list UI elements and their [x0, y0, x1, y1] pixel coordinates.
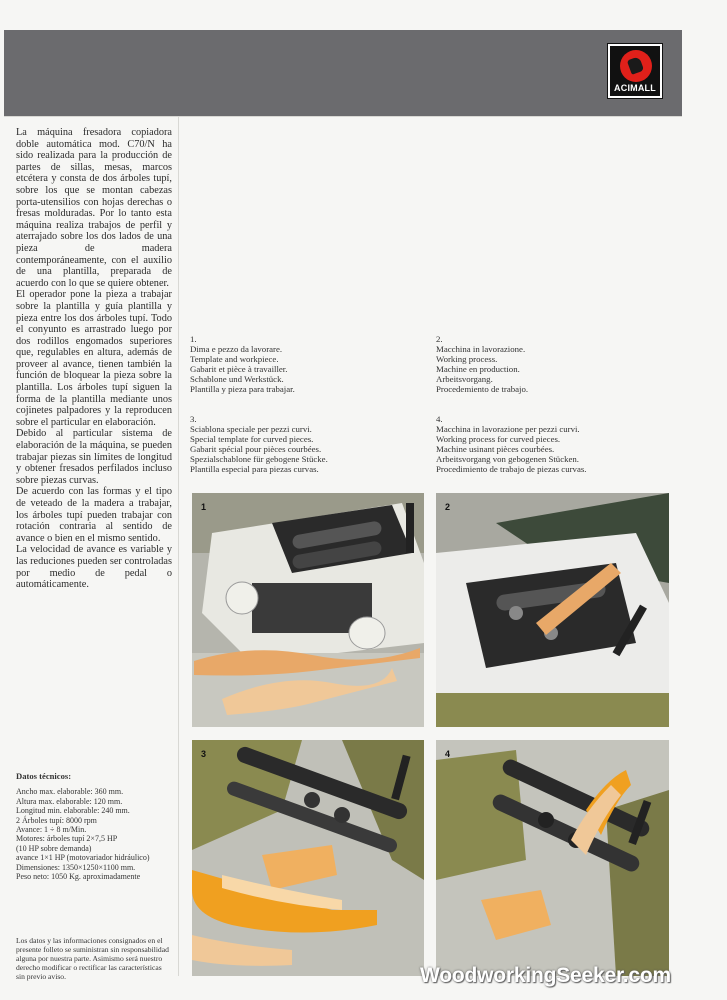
technical-data-line: Altura max. elaborable: 120 mm.	[16, 796, 123, 806]
technical-data-line: Ancho max. elaborable: 360 mm.	[16, 787, 124, 797]
acimall-logo	[608, 44, 662, 98]
technical-data-line: Dimensiones: 1350×1250×1100 mm.	[16, 862, 136, 872]
caption-line: Machine en production.	[436, 364, 520, 374]
technical-data-title: Datos técnicos:	[16, 771, 72, 781]
caption-line: Procedimiento de trabajo de piezas curvas.	[436, 464, 587, 474]
caption-line: Plantilla y pieza para trabajar.	[190, 384, 295, 394]
photo-number: 2	[445, 502, 451, 512]
caption-line: Spezialschablone für gebogene Stücke.	[190, 454, 328, 464]
caption-line: 4.	[436, 414, 443, 424]
caption-line: Procedemiento de trabajo.	[436, 384, 529, 394]
caption-line: Gabarit et pièce à travailler.	[190, 364, 288, 374]
caption-2	[436, 334, 528, 394]
caption-line: 3.	[190, 414, 197, 424]
photo-3-image	[192, 740, 424, 976]
technical-data-line: Motores: árboles tupí 2×7,5 HP	[16, 834, 118, 844]
technical-data-line: avance 1×1 HP (motovariador hidráulico)	[16, 853, 150, 863]
photo-2-image	[436, 493, 669, 727]
caption-1	[190, 334, 295, 394]
photo-1-image	[192, 493, 424, 727]
photo-number: 4	[445, 749, 451, 759]
caption-line: Template and workpiece.	[190, 354, 279, 364]
photo-4-image	[436, 740, 669, 976]
caption-line: Working process.	[436, 354, 498, 364]
caption-line: Arbeitsvorgang.	[436, 374, 493, 384]
technical-data-line: Avance: 1 ÷ 8 m/Min.	[16, 825, 87, 835]
caption-line: Special template for curved pieces.	[190, 434, 314, 444]
description-paragraph: De acuerdo con las formas y el tipo de veteado de la madera a trabajar, los árboles tupí pueden trabajar con rotación contraria al sentido de avance o bien en el mismo sentido.	[16, 486, 172, 544]
technical-data-line: 2 Árboles tupí: 8000 rpm	[16, 815, 97, 825]
photo-template-and-workpiece	[192, 493, 424, 727]
caption-line: Working process for curved pieces.	[436, 434, 561, 444]
photo-number: 3	[201, 749, 207, 759]
technical-data	[16, 772, 176, 881]
description-paragraph: La máquina fresadora copiadora doble automática mod. C70/N ha sido realizada para la producción de partes de sillas, mesas, marcos etcétera y consta de dos árboles tupí, sobre los que se montan cabezas porta-utensilios con hojas derechas o fresas molduradas. Por lo tanto esta máquina realiza trabajos de perfil y aterrajado sobre los dos lados de una pieza de madera contemporáneamente, con el auxilio de una plantilla, preparada de acuerdo con lo que se quiere obtener.	[16, 127, 172, 289]
caption-line: Gabarit spécial pour pièces courbées.	[190, 444, 322, 454]
logo-brand-text: ACIMALL	[614, 83, 656, 93]
caption-line: 1.	[190, 334, 197, 344]
technical-data-line: (10 HP sobre demanda)	[16, 843, 92, 853]
description-paragraph: La velocidad de avance es variable y las reduciones pueden ser controladas por medio de pedal o automáticamente.	[16, 544, 172, 591]
technical-data-line: Peso neto: 1050 Kg. aproximadamente	[16, 872, 141, 882]
header-band	[4, 30, 682, 116]
logo-emblem-icon	[620, 50, 652, 82]
watermark-text: WoodworkingSeeker.com	[420, 964, 671, 987]
description-paragraph: El operador pone la pieza a trabajar sobre la plantilla y guía plantilla y pieza entre los dos árboles tupí. Todo el conyunto es arrastrado luego por dos rodillos engomados superiores que, regulables en altura, además de proveer al avance, tienen también la función de bloquear la pieza sobre la plantilla. Los árboles tupí siguen la forma de la plantilla mediante unos cojinetes palpadores y la reproducen sobre el particular en elaboración.	[16, 289, 172, 428]
photo-curved-template	[192, 740, 424, 976]
caption-line: Sciablona speciale per pezzi curvi.	[190, 424, 312, 434]
column-divider	[178, 116, 179, 976]
photo-curved-working-process	[436, 740, 669, 976]
disclaimer-text: Los datos y las informaciones consignados en el presente folleto se suministran sin responsabilidad alguna por nuestra parte. Asimismo será nuestro derecho modificar o rectificar las características sin previo aviso.	[16, 936, 169, 981]
caption-3	[190, 414, 328, 474]
caption-line: 2.	[436, 334, 443, 344]
caption-line: Machine usinant pièces courbées.	[436, 444, 555, 454]
caption-line: Schablone und Werkstück.	[190, 374, 284, 384]
description-paragraph: Debido al particular sistema de elaboración de la máquina, se pueden trabajar piezas sin límites de longitud y obtener fresados perfilados incluso sobre piezas curvas.	[16, 428, 172, 486]
header-divider	[4, 116, 682, 117]
caption-line: Dima e pezzo da lavorare.	[190, 344, 283, 354]
technical-data-line: Longitud min. elaborable: 240 mm.	[16, 806, 130, 816]
photo-number: 1	[201, 502, 207, 512]
photo-working-process	[436, 493, 669, 727]
caption-line: Plantilla especial para piezas curvas.	[190, 464, 319, 474]
caption-line: Macchina in lavorazione per pezzi curvi.	[436, 424, 580, 434]
caption-line: Macchina in lavorazione.	[436, 344, 526, 354]
caption-line: Arbeitsvorgang von gebogenen Stücken.	[436, 454, 580, 464]
description-text	[16, 127, 172, 591]
caption-4	[436, 414, 586, 474]
